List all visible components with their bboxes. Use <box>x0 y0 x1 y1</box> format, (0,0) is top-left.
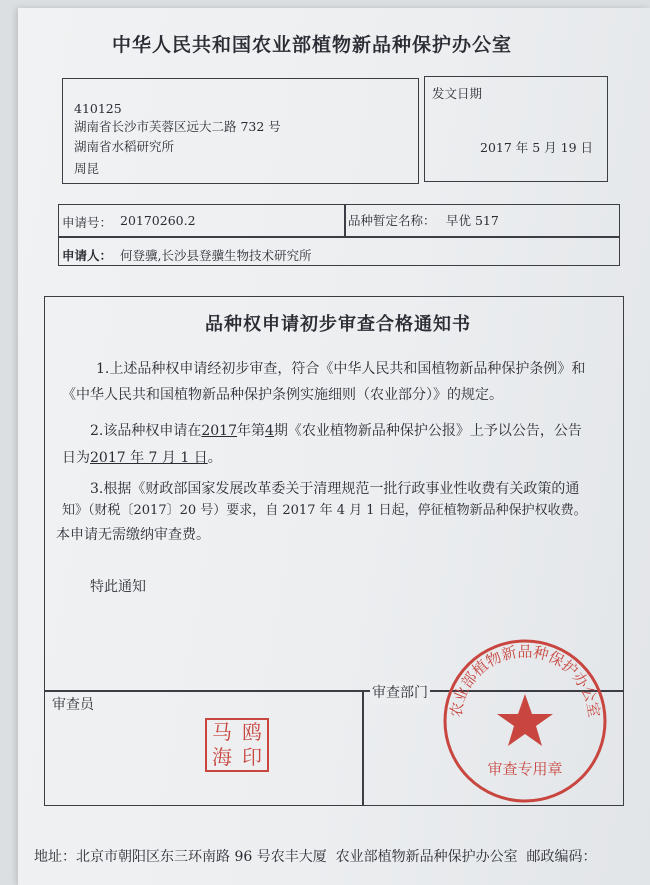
seal-subtext: 审查专用章 <box>487 760 563 778</box>
footer-address-value: 北京市朝阳区东三环南路 96 号农丰大厦 <box>76 849 327 865</box>
seal-char-4: 印 <box>242 745 262 769</box>
p2-text-c: 期《农业植物新品种保护公报》上予以公告，公告 <box>273 423 582 439</box>
footer-address <box>34 846 597 868</box>
application-number-label: 申请号： <box>62 215 113 230</box>
p2-text-e: 。 <box>207 450 222 466</box>
application-number: 20170260.2 <box>120 213 196 228</box>
p2-text-d: 日为 <box>62 450 90 466</box>
table-divider-horizontal <box>58 236 620 238</box>
applicant-name: 何登骥,长沙县登骥生物技术研究所 <box>120 248 312 263</box>
paragraph-2-line-1 <box>90 420 582 442</box>
seal-char-2: 鸥 <box>242 720 262 744</box>
seal-star-icon <box>497 694 553 746</box>
table-divider-vertical <box>344 204 346 237</box>
examiner-seal <box>205 718 269 772</box>
paragraph-1-line-2: 《中华人民共和国植物新品种保护条例实施细则（农业部分）》的规定。 <box>62 387 503 403</box>
p2-issue-number: 4 <box>265 423 274 439</box>
paragraph-2-line-2 <box>62 447 222 469</box>
p2-publish-date: 2017 年 7 月 1 日 <box>90 450 208 466</box>
paragraph-3-line-1: 3.根据《财政部国家发展改革委关于清理规范一批行政事业性收费有关政策的通 <box>90 481 580 497</box>
paragraph-1-line-1: 1.上述品种权申请经初步审查，符合《中华人民共和国植物新品种保护条例》和 <box>96 361 586 377</box>
closing-text: 特此通知 <box>90 579 146 595</box>
p2-text-a: 2.该品种权申请在 <box>90 423 202 439</box>
seal-arc-text: 农业部植物新品种保护办公室 <box>446 642 604 719</box>
department-label: 审查部门 <box>370 682 430 704</box>
notice-title: 品种权申请初步审查合格通知书 <box>205 314 471 335</box>
footer-office: 农业部植物新品种保护办公室 <box>335 849 518 865</box>
footer-postcode-label: 邮政编码： <box>526 849 597 865</box>
paragraph-3-line-3: 本申请无需缴纳审查费。 <box>56 527 210 543</box>
recipient-address: 湖南省长沙市芙蓉区远大二路 732 号 <box>74 119 281 134</box>
recipient-postcode: 410125 <box>74 101 122 116</box>
examiner-label: 审查员 <box>52 697 94 713</box>
variety-name-label: 品种暂定名称： <box>348 213 436 228</box>
p2-year: 2017 <box>201 423 237 439</box>
seal-char-3: 海 <box>212 745 232 769</box>
issue-date-label: 发文日期 <box>432 86 483 101</box>
variety-name: 早优 517 <box>446 213 499 228</box>
recipient-name: 周昆 <box>74 161 100 176</box>
p2-text-b: 年第 <box>237 423 265 439</box>
issue-date: 2017 年 5 月 19 日 <box>480 140 594 155</box>
recipient-organization: 湖南省水稻研究所 <box>74 139 175 154</box>
applicant-label: 申请人： <box>62 248 113 263</box>
signature-column-divider <box>362 690 364 806</box>
seal-char-1: 马 <box>212 720 232 744</box>
paragraph-3-line-2: 知》（财税〔2017〕20 号）要求，自 2017 年 4 月 1 日起，停征植物新品种保护权收费。 <box>62 503 587 518</box>
department-seal <box>440 636 610 806</box>
footer-address-label: 地址： <box>34 849 76 865</box>
office-title: 中华人民共和国农业部植物新品种保护办公室 <box>112 34 513 56</box>
